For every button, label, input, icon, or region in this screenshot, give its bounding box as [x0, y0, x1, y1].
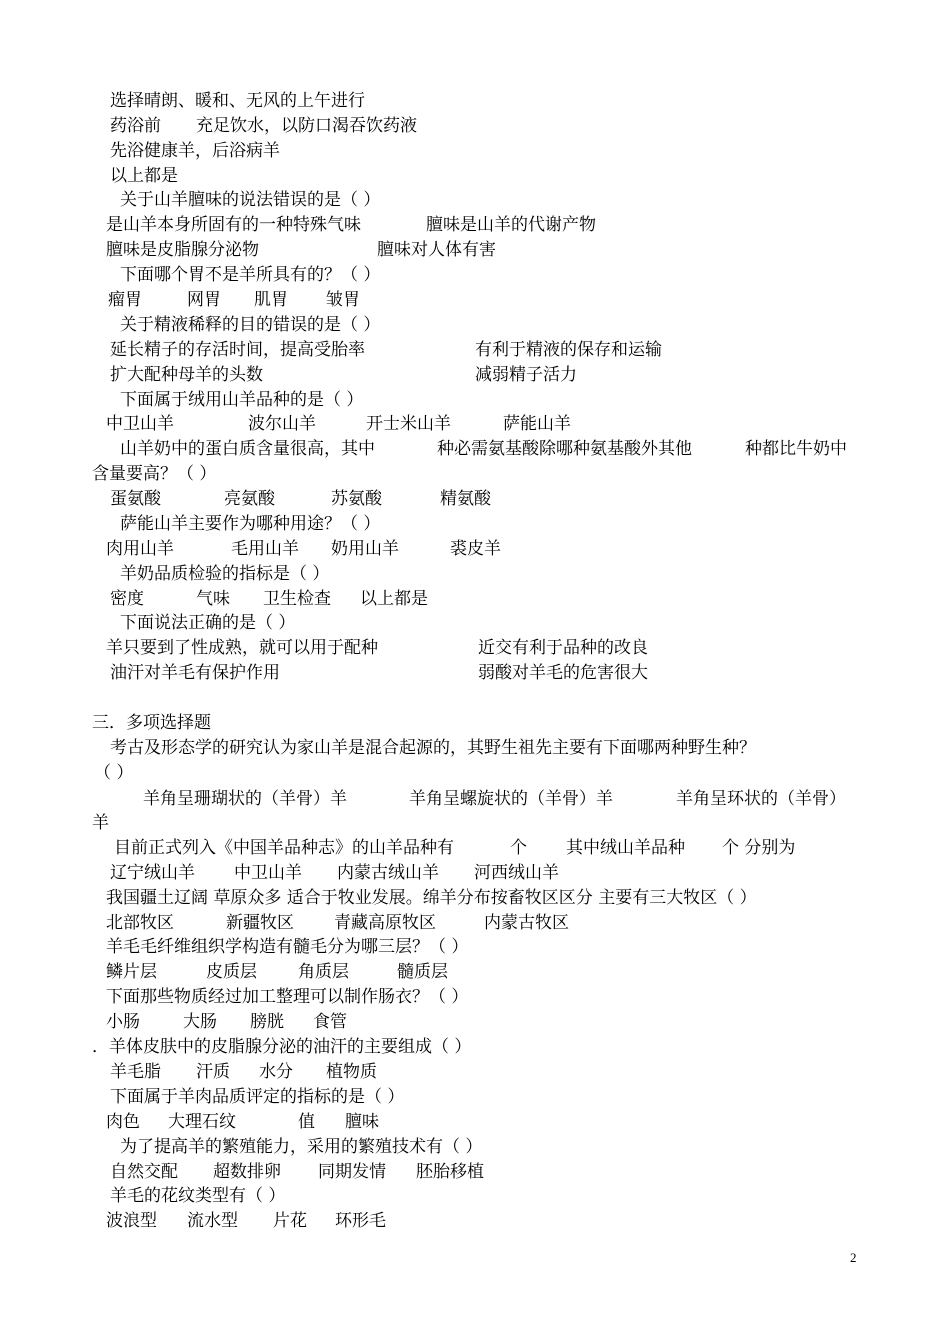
section-heading-text: 三．多项选择题 — [92, 713, 211, 733]
option-text: 水分 — [259, 1062, 293, 1082]
option-text: 波尔山羊 — [248, 414, 316, 434]
option-text: 自然交配 — [110, 1162, 178, 1182]
question-text: 个 — [510, 838, 527, 858]
question-text: 下面那些物质经过加工整理可以制作肠衣？（ ） — [106, 987, 469, 1007]
question-text: 下面哪个胃不是羊所具有的？（ ） — [120, 265, 381, 285]
question-text: ．羊体皮肤中的皮脂腺分泌的油汗的主要组成（ ） — [92, 1037, 472, 1057]
option-text: 膻味 — [345, 1112, 379, 1132]
option-text: 新疆牧区 — [226, 913, 294, 933]
question-text: 种必需氨基酸除哪种氨基酸外其他 — [437, 439, 692, 459]
option-text: 羊角呈珊瑚状的（羊骨）羊 — [143, 789, 347, 809]
option-text: 大理石纹 — [168, 1112, 236, 1132]
option-text: 肉用山羊 — [106, 539, 174, 559]
question-text: 下面属于羊肉品质评定的指标的是（ ） — [110, 1087, 405, 1107]
question-text: 为了提高羊的繁殖能力，采用的繁殖技术有（ ） — [120, 1137, 483, 1157]
option-text: 密度 — [110, 589, 144, 609]
option-text: 卫生检查 — [263, 589, 331, 609]
option-text: 羊毛脂 — [110, 1062, 161, 1082]
option-text: 以上都是 — [360, 589, 428, 609]
option-text: 超数排卵 — [213, 1162, 281, 1182]
option-text: 羊只要到了性成熟，就可以用于配种 — [106, 638, 378, 658]
option-text: 值 — [298, 1112, 315, 1132]
question-text: 萨能山羊主要作为哪种用途？（ ） — [120, 514, 381, 534]
option-text: 充足饮水，以防口渴吞饮药液 — [196, 116, 417, 136]
option-text: 小肠 — [106, 1012, 140, 1032]
question-text: 其中绒山羊品种 — [566, 838, 685, 858]
option-text: 中卫山羊 — [106, 414, 174, 434]
option-text: 皱胃 — [326, 290, 360, 310]
option-text: 环形毛 — [335, 1211, 386, 1231]
option-text: 膀胱 — [250, 1012, 284, 1032]
option-text: 亮氨酸 — [224, 489, 275, 509]
question-text: 下面属于绒用山羊品种的是（ ） — [120, 390, 364, 410]
option-text: 羊 — [92, 813, 109, 833]
option-text: 是山羊本身所固有的一种特殊气味 — [106, 215, 361, 235]
option-text: 苏氨酸 — [331, 489, 382, 509]
option-text: 药浴前 — [110, 116, 161, 136]
option-text: 羊角呈螺旋状的（羊骨）羊 — [409, 789, 613, 809]
option-text: 减弱精子活力 — [475, 365, 577, 385]
option-text: 髓质层 — [397, 962, 448, 982]
option-text: 膻味对人体有害 — [377, 240, 496, 260]
question-text: 我国疆土辽阔 草原众多 适合于牧业发展。绵羊分布按畜牧区区分 主要有三大牧区（ ） — [106, 888, 757, 908]
option-text: 油汗对羊毛有保护作用 — [110, 663, 280, 683]
question-text: 山羊奶中的蛋白质含量很高，其中 — [120, 439, 375, 459]
option-text: 网胃 — [187, 290, 221, 310]
option-text: 奶用山羊 — [331, 539, 399, 559]
option-text: 内蒙古牧区 — [484, 913, 569, 933]
option-text: 皮质层 — [206, 962, 257, 982]
option-text: 弱酸对羊毛的危害很大 — [478, 663, 648, 683]
option-text: 流水型 — [187, 1211, 238, 1231]
option-text: 同期发情 — [318, 1162, 386, 1182]
question-text: 目前正式列入《中国羊品种志》的山羊品种有 — [114, 838, 454, 858]
option-text: 食管 — [313, 1012, 347, 1032]
option-text: 蛋氨酸 — [110, 489, 161, 509]
option-text: 中卫山羊 — [234, 863, 302, 883]
option-text: 选择晴朗、暖和、无风的上午进行 — [110, 91, 365, 111]
option-text: 膻味是皮脂腺分泌物 — [106, 240, 259, 260]
option-text: 植物质 — [326, 1062, 377, 1082]
option-text: 胚胎移植 — [416, 1162, 484, 1182]
question-text: 下面说法正确的是（ ） — [120, 613, 296, 633]
question-text: （ ） — [94, 763, 134, 783]
option-text: 毛用山羊 — [231, 539, 299, 559]
option-text: 膻味是山羊的代谢产物 — [426, 215, 596, 235]
option-text: 汗质 — [196, 1062, 230, 1082]
option-text: 羊角呈环状的（羊骨） — [676, 789, 846, 809]
option-text: 肌胃 — [254, 290, 288, 310]
option-text: 鳞片层 — [106, 962, 157, 982]
option-text: 延长精子的存活时间，提高受胎率 — [110, 340, 365, 360]
question-text: 含量要高？（ ） — [92, 464, 217, 484]
option-text: 辽宁绒山羊 — [110, 863, 195, 883]
option-text: 内蒙古绒山羊 — [337, 863, 439, 883]
option-text: 裘皮羊 — [450, 539, 501, 559]
option-text: 河西绒山羊 — [474, 863, 559, 883]
question-text: 羊毛毛纤维组织学构造有髓毛分为哪三层？（ ） — [106, 937, 469, 957]
question-text: 关于山羊膻味的说法错误的是（ ） — [120, 190, 381, 210]
option-text: 以上都是 — [110, 166, 178, 186]
option-text: 开士米山羊 — [366, 414, 451, 434]
page-number: 2 — [850, 1250, 857, 1265]
option-text: 角质层 — [298, 962, 349, 982]
question-text: 种都比牛奶中 — [745, 439, 847, 459]
option-text: 波浪型 — [106, 1211, 157, 1231]
option-text: 瘤胃 — [108, 290, 142, 310]
option-text: 北部牧区 — [106, 913, 174, 933]
option-text: 气味 — [196, 589, 230, 609]
option-text: 大肠 — [183, 1012, 217, 1032]
option-text: 先浴健康羊，后浴病羊 — [110, 141, 280, 161]
option-text: 近交有利于品种的改良 — [478, 638, 648, 658]
question-text: 考古及形态学的研究认为家山羊是混合起源的，其野生祖先主要有下面哪两种野生种？ — [110, 738, 756, 758]
option-text: 萨能山羊 — [503, 414, 571, 434]
option-text: 扩大配种母羊的头数 — [110, 365, 263, 385]
option-text: 精氨酸 — [440, 489, 491, 509]
option-text: 肉色 — [106, 1112, 140, 1132]
question-text: 羊毛的花纹类型有（ ） — [110, 1186, 286, 1206]
question-text: 关于精液稀释的目的错误的是（ ） — [120, 315, 381, 335]
option-text: 有利于精液的保存和运输 — [475, 340, 662, 360]
option-text: 片花 — [273, 1211, 307, 1231]
question-text: 羊奶品质检验的指标是（ ） — [120, 564, 330, 584]
option-text: 青藏高原牧区 — [334, 913, 436, 933]
question-text: 个 分别为 — [722, 838, 796, 858]
